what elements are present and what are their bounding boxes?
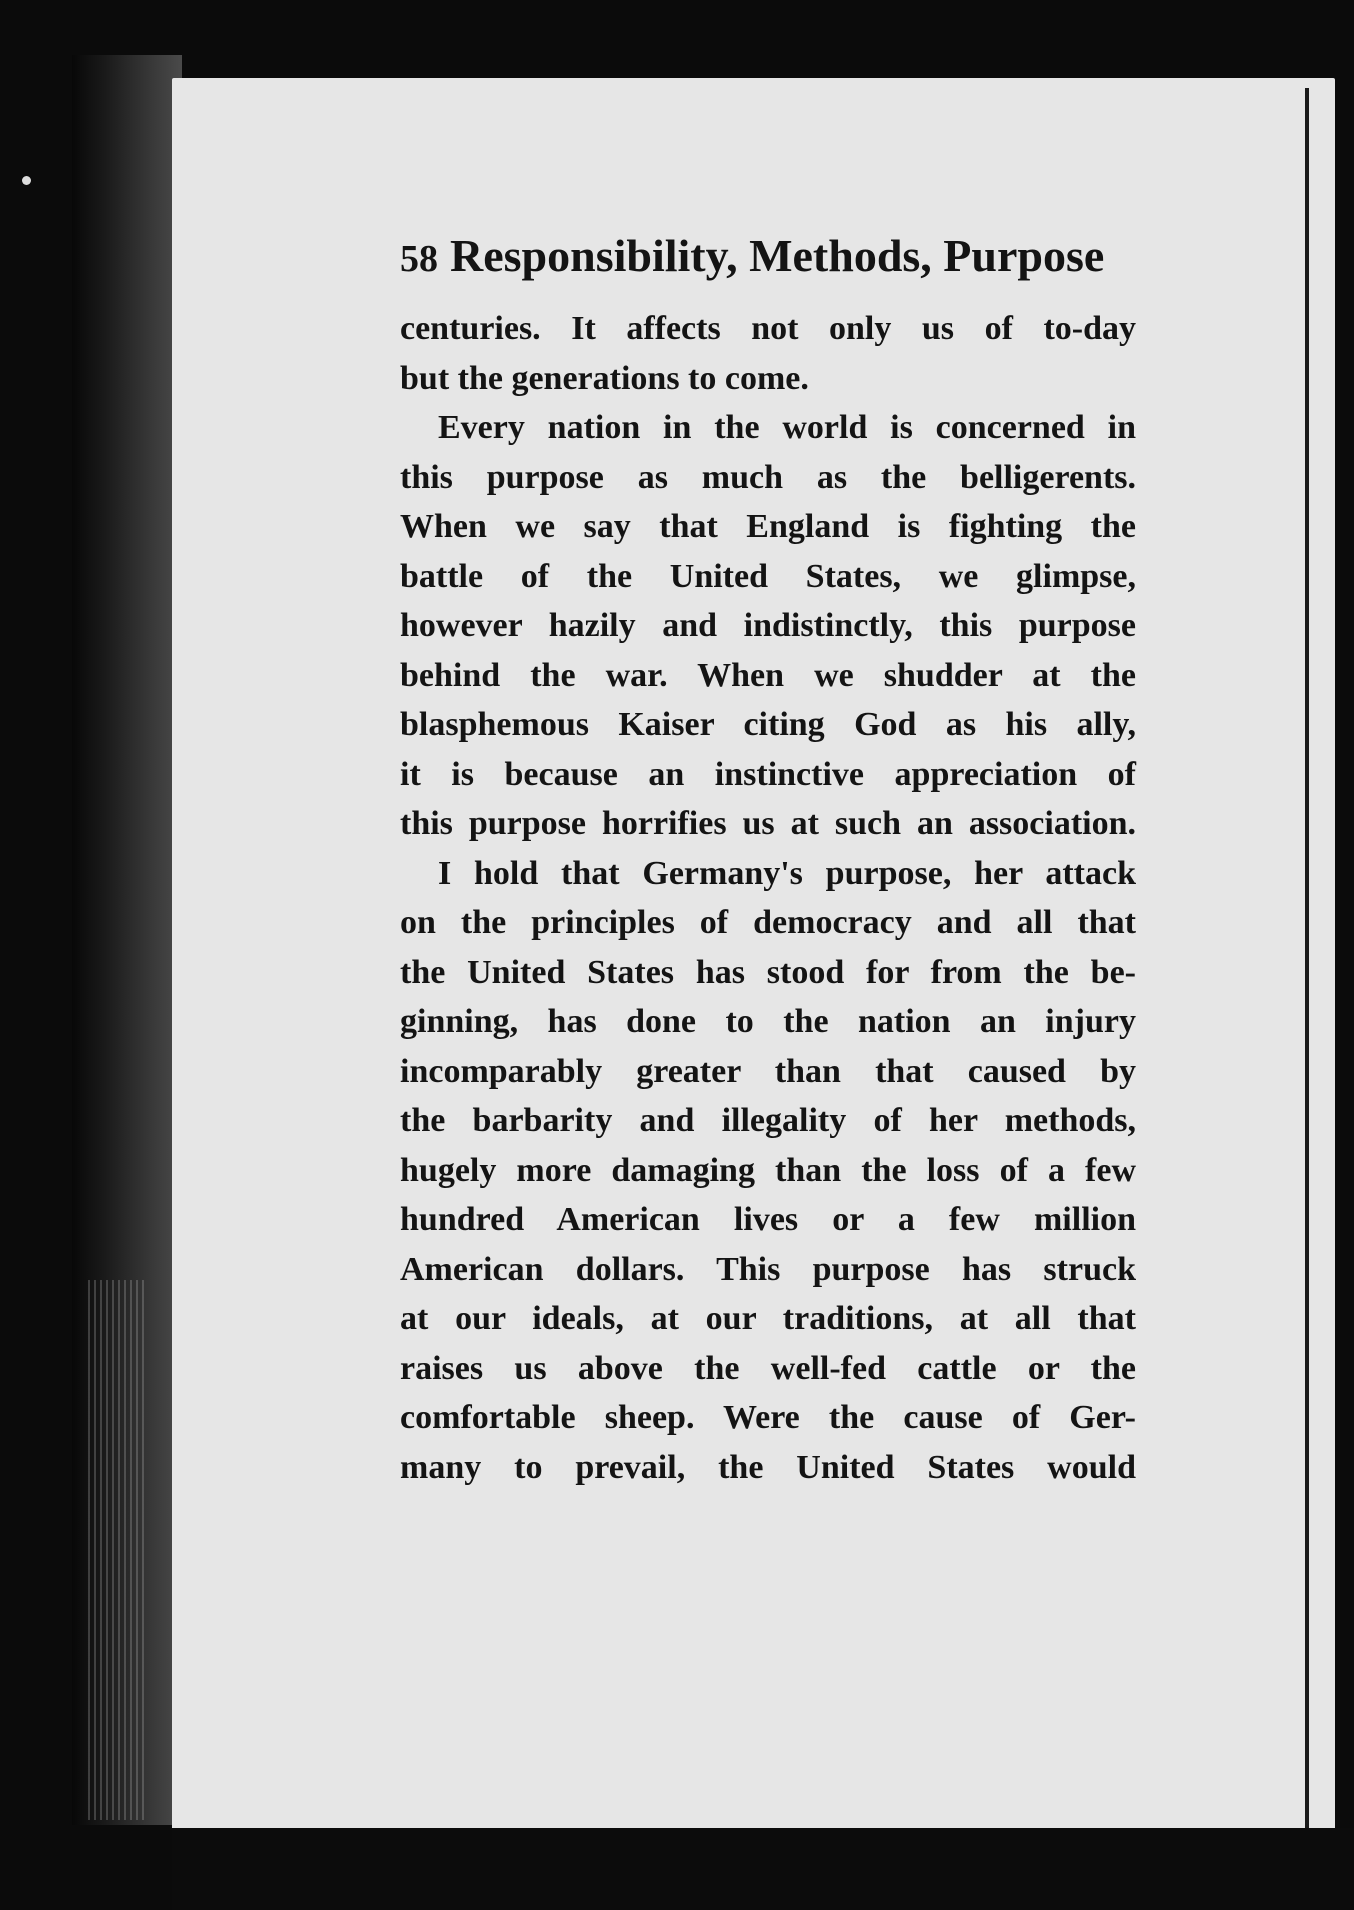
text-line: at our ideals, at our traditions, at all that: [400, 1300, 1136, 1337]
text-line: however hazily and indistinctly, this purpose: [400, 607, 1136, 644]
text-line: incomparably greater than that caused by: [400, 1052, 1136, 1090]
text-line: the barbarity and illegality of her methods,: [400, 1102, 1136, 1139]
text-line: Every nation in the world is concerned in: [438, 409, 1136, 446]
text-line: ginning, has done to the nation an injury: [400, 1003, 1136, 1040]
text-line: the United States has stood for from the be-: [400, 953, 1136, 991]
binding-texture: [88, 1280, 148, 1820]
text-line: hundred American lives or a few million: [400, 1201, 1136, 1238]
text-line: blasphemous Kaiser citing God as his ally,: [400, 706, 1136, 743]
page-right-edge: [1305, 88, 1309, 1828]
running-header: [400, 228, 1140, 284]
text-line: on the principles of democracy and all that: [400, 904, 1136, 941]
text-line: this purpose as much as the belligerents.: [400, 458, 1136, 496]
text-line: raises us above the well-fed cattle or the: [400, 1349, 1136, 1387]
text-line: centuries. It affects not only us of to-day: [400, 310, 1136, 347]
text-line: I hold that Germany's purpose, her attack: [438, 854, 1136, 892]
text-line: American dollars. This purpose has struck: [400, 1250, 1136, 1288]
page-content: [400, 228, 1140, 1492]
text-line: but the generations to come.: [400, 359, 809, 397]
text-line: When we say that England is fighting the: [400, 508, 1136, 545]
running-title: Responsibility, Methods, Purpose: [450, 230, 1105, 281]
page-number: 58: [400, 238, 438, 280]
bottom-shadow: [172, 1828, 1354, 1910]
text-line: this purpose horrifies us at such an association.: [400, 805, 1136, 842]
body-text: [400, 304, 1140, 1492]
text-line: comfortable sheep. Were the cause of Ger-: [400, 1399, 1136, 1436]
text-line: hugely more damaging than the loss of a few: [400, 1151, 1136, 1189]
text-line: behind the war. When we shudder at the: [400, 656, 1136, 694]
text-line: many to prevail, the United States would: [400, 1448, 1136, 1486]
text-line: battle of the United States, we glimpse,: [400, 557, 1136, 595]
scan-speck: [22, 176, 31, 185]
text-line: it is because an instinctive appreciation of: [400, 755, 1136, 793]
